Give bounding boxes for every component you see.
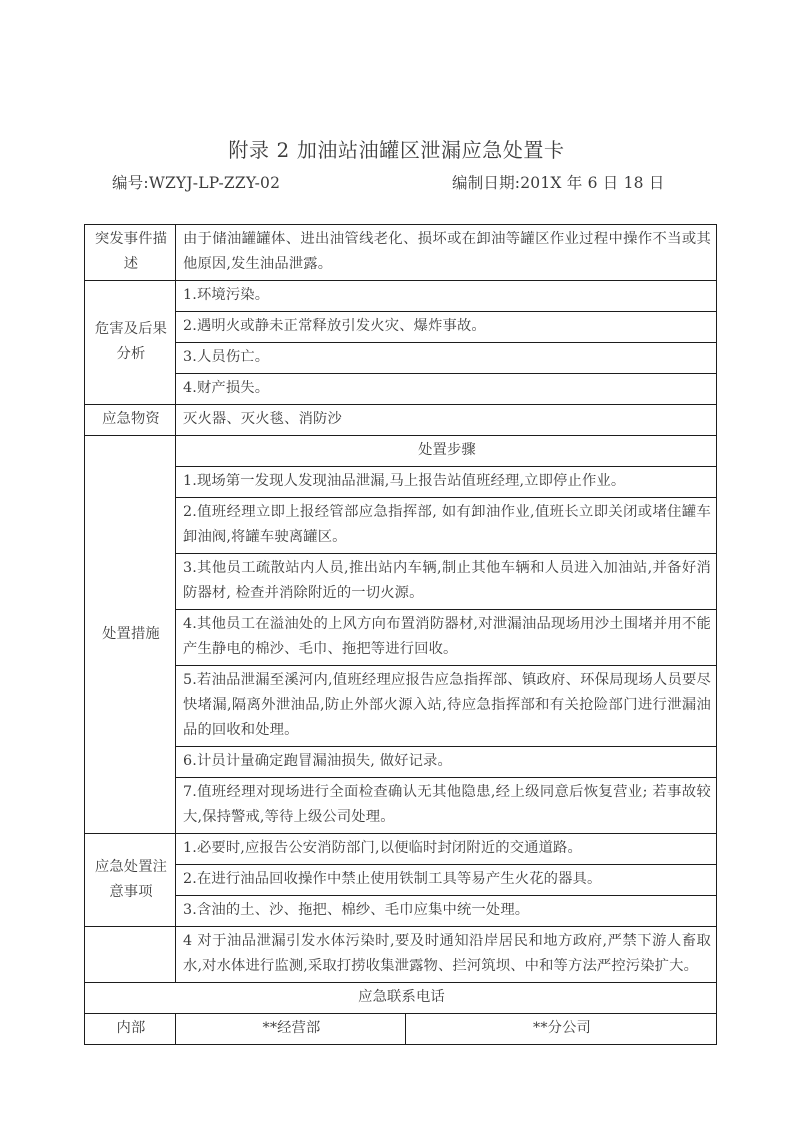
table-row-hazard-4 xyxy=(85,374,717,405)
table-row-contacts-header xyxy=(85,983,717,1014)
page-title: 附录 2 加油站油罐区泄漏应急处置卡 xyxy=(228,138,565,162)
table-row-hazard-2 xyxy=(85,312,717,343)
table-row-contacts-internal xyxy=(85,1014,717,1045)
row-label-precautions-continued xyxy=(85,927,176,983)
cell-precaution-3: 3.含油的土、沙、拖把、棉纱、毛巾应集中统一处理。 xyxy=(176,896,717,927)
cell-precaution-1: 1.必要时,应报告公安消防部门,以便临时封闭附近的交通道路。 xyxy=(176,834,717,865)
cell-emergency-supplies-text: 灭火器、灭火毯、消防沙 xyxy=(176,405,717,436)
table-row-disposal-header xyxy=(85,436,717,467)
cell-hazard-item-4: 4.财产损失。 xyxy=(176,374,717,405)
row-label-precautions: 应急处置注意事项 xyxy=(85,834,176,927)
cell-hazard-item-2: 2.遇明火或静未正常释放引发火灾、爆炸事故。 xyxy=(176,312,717,343)
cell-precaution-4: 4 对于油品泄漏引发水体污染时,要及时通知沿岸居民和地方政府,严禁下游人畜取水,对水体进行监测,采取打捞收集泄露物、拦河筑坝、中和等方法严控污染扩大。 xyxy=(176,927,717,983)
document-date: 编制日期:201X 年 6 日 18 日 xyxy=(452,174,665,192)
table-row-disposal-step-2 xyxy=(85,498,717,554)
cell-disposal-step-2: 2.值班经理立即上报经管部应急指挥部, 如有卸油作业,值班长立即关闭或堵住罐车卸油阀,将罐车驶离罐区。 xyxy=(176,498,717,554)
cell-contact-1: **经营部 xyxy=(176,1014,406,1045)
table-row-disposal-step-5 xyxy=(85,666,717,747)
cell-contacts-scope-label: 内部 xyxy=(85,1014,176,1045)
cell-event-description-text: 由于储油罐罐体、进出油管线老化、损坏或在卸油等罐区作业过程中操作不当或其他原因,发生油品泄露。 xyxy=(176,225,717,281)
table-row-precaution-2 xyxy=(85,865,717,896)
cell-hazard-item-1: 1.环境污染。 xyxy=(176,281,717,312)
table-row-hazard-1 xyxy=(85,281,717,312)
cell-disposal-step-1: 1.现场第一发现人发现油品泄漏,马上报告站值班经理,立即停止作业。 xyxy=(176,467,717,498)
table-row-disposal-step-7 xyxy=(85,778,717,834)
table-row-hazard-3 xyxy=(85,343,717,374)
cell-disposal-step-6: 6.计员计量确定跑冒漏油损失, 做好记录。 xyxy=(176,747,717,778)
table-row-disposal-step-4 xyxy=(85,610,717,666)
row-label-emergency-supplies: 应急物资 xyxy=(85,405,176,436)
document-meta xyxy=(112,170,712,196)
row-label-disposal-measures: 处置措施 xyxy=(85,436,176,834)
cell-disposal-step-4: 4.其他员工在溢油处的上风方向布置消防器材,对泄漏油品现场用沙土围堵并用不能产生静电的棉沙、毛巾、拖把等进行回收。 xyxy=(176,610,717,666)
emergency-card-table-wrapper xyxy=(84,224,716,1045)
cell-disposal-step-3: 3.其他员工疏散站内人员,推出站内车辆,制止其他车辆和人员进入加油站,并备好消防器材, 检查并消除附近的一切火源。 xyxy=(176,554,717,610)
table-row-disposal-step-3 xyxy=(85,554,717,610)
cell-precaution-2: 2.在进行油品回收操作中禁止使用铁制工具等易产生火花的器具。 xyxy=(176,865,717,896)
row-label-hazard-analysis: 危害及后果分析 xyxy=(85,281,176,405)
cell-contacts-header: 应急联系电话 xyxy=(85,983,717,1014)
table-row-precaution-1 xyxy=(85,834,717,865)
cell-disposal-step-5: 5.若油品泄漏至溪河内,值班经理应报告应急指挥部、镇政府、环保局现场人员要尽快堵漏,隔离外泄油品,防止外部火源入站,待应急指挥部和有关抢险部门进行泄漏油品的回收和处理。 xyxy=(176,666,717,747)
emergency-card-table xyxy=(84,224,717,1045)
row-label-event-description: 突发事件描述 xyxy=(85,225,176,281)
table-row-emergency-supplies xyxy=(85,405,717,436)
cell-disposal-step-7: 7.值班经理对现场进行全面检查确认无其他隐患,经上级同意后恢复营业; 若事故较大,保持警戒,等待上级公司处理。 xyxy=(176,778,717,834)
table-row-precaution-4 xyxy=(85,927,717,983)
cell-contact-2: **分公司 xyxy=(406,1014,717,1045)
cell-disposal-steps-header: 处置步骤 xyxy=(176,436,717,467)
table-row-precaution-3 xyxy=(85,896,717,927)
table-row-disposal-step-6 xyxy=(85,747,717,778)
cell-hazard-item-3: 3.人员伤亡。 xyxy=(176,343,717,374)
document-number: 编号:WZYJ-LP-ZZY-02 xyxy=(112,174,281,192)
table-row-disposal-step-1 xyxy=(85,467,717,498)
table-row-event-description xyxy=(85,225,717,281)
